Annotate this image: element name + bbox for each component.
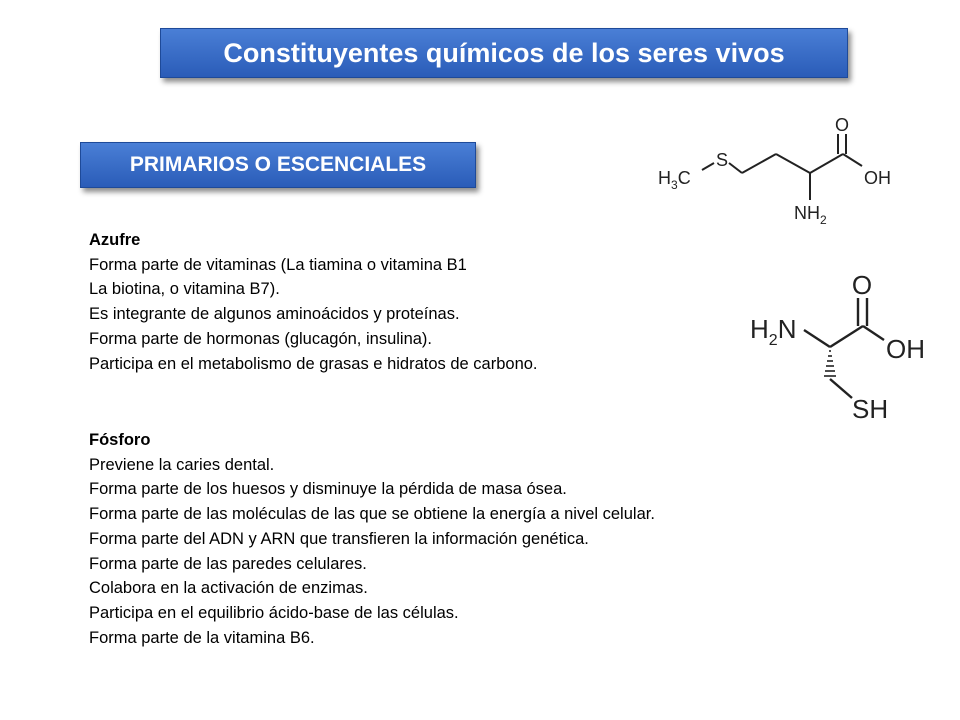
cysteine-thiol-label: SH — [852, 394, 889, 424]
fosforo-line: Forma parte de los huesos y disminuye la pérdida de masa ósea. — [89, 480, 567, 499]
methionine-amine-label: $NH_2$ — [794, 203, 827, 227]
fosforo-line: Forma parte del ADN y ARN que transfieren la información genética. — [89, 529, 589, 548]
azufre-line: Es integrante de algunos aminoácidos y proteínas. — [89, 305, 460, 324]
azufre-line: Forma parte de hormonas (glucagón, insulina). — [89, 329, 433, 348]
fosforo-line: Forma parte de las moléculas de las que se obtiene la energía a nivel celular. — [89, 505, 655, 524]
cysteine-amine-label: $H_2N$ — [750, 314, 797, 349]
fosforo-line: Previene la caries dental. — [89, 455, 275, 474]
cysteine-bonds — [804, 298, 884, 398]
methionine-methyl-label: $H_3C$ — [658, 168, 691, 192]
fosforo-line: Forma parte de las paredes celulares. — [89, 554, 367, 573]
cysteine-hashed-wedge — [824, 351, 836, 376]
fosforo-heading: Fósforo — [89, 431, 151, 449]
azufre-line: La biotina, o vitamina B7). — [89, 280, 280, 299]
fosforo-line: Colabora en la activación de enzimas. — [89, 579, 368, 598]
methionine-sulfur-label: S — [715, 150, 729, 170]
methionine-oxygen-label: O — [834, 115, 850, 135]
azufre-line: Forma parte de vitaminas (La tiamina o vitamina B1 — [89, 255, 467, 274]
slide-title: Constituyentes químicos de los seres vivos — [160, 28, 848, 78]
azufre-heading: Azufre — [89, 231, 141, 249]
section-heading: PRIMARIOS O ESCENCIALES — [80, 142, 476, 188]
cysteine-hydroxyl-label: OH — [886, 334, 925, 364]
azufre-line: Participa en el metabolismo de grasas e hidratos de carbono. — [89, 354, 538, 373]
cysteine-oxygen-label: O — [851, 270, 873, 300]
methionine-hydroxyl-label: OH — [864, 168, 891, 188]
fosforo-line: Forma parte de la vitamina B6. — [89, 628, 315, 647]
fosforo-line: Participa en el equilibrio ácido-base de las células. — [89, 603, 459, 622]
